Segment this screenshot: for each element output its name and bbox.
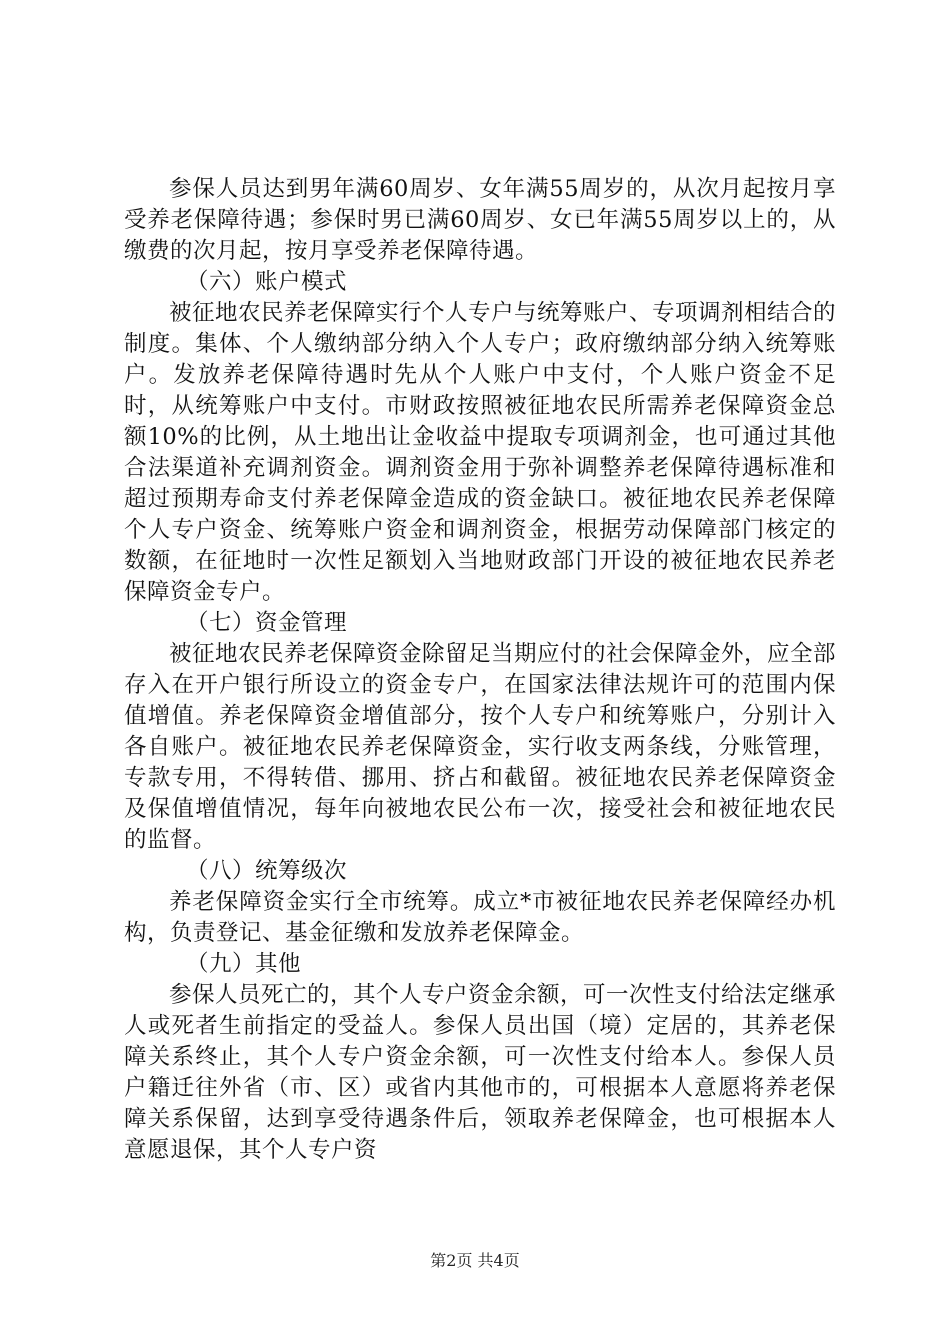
section-heading-other: （九）其他 (186, 951, 302, 977)
paragraph-pooling-level: 养老保障资金实行全市统筹。成立*市被征地农民养老保障经办机构，负责登记、基金征缴和发放养老保障金。 (124, 889, 836, 946)
paragraph-eligibility: 参保人员达到男年满60周岁、女年满55周岁的，从次月起按月享受养老保障待遇；参保时男已满60周岁、女已年满55周岁以上的，从缴费的次月起，按月享受养老保障待遇。 (124, 176, 836, 264)
paragraph-fund-management: 被征地农民养老保障资金除留足当期应付的社会保障金外，应全部存入在开户银行所设立的资金专户，在国家法律法规许可的范围内保值增值。养老保障资金增值部分，按个人专户和统筹账户，分别计入各自账户。被征地农民养老保障资金，实行收支两条线，分账管理，专款专用，不得转借、挪用、挤占和截留。被征地农民养老保障资金及保值增值情况，每年向被地农民公布一次，接受社会和被征地农民的监督。 (124, 641, 837, 853)
paragraph-other: 参保人员死亡的，其个人专户资金余额，可一次性支付给法定继承人或死者生前指定的受益人。参保人员出国（境）定居的，其养老保障关系终止，其个人专户资金余额，可一次性支付给本人。参保人员户籍迁往外省（市、区）或省内其他市的，可根据本人意愿将养老保障关系保留，达到享受待遇条件后，领取养老保障金，也可根据本人意愿退保，其个人专户资 (124, 982, 837, 1163)
section-heading-pooling-level: （八）统筹级次 (186, 858, 348, 884)
document-body (124, 174, 836, 1166)
page-number-label: 第2页 共4页 (430, 1251, 520, 1270)
paragraph-account-mode: 被征地农民养老保障实行个人专户与统筹账户、专项调剂相结合的制度。集体、个人缴纳部分纳入个人专户；政府缴纳部分纳入统筹账户。发放养老保障待遇时先从个人账户中支付，个人账户资金不足时，从统筹账户中支付。市财政按照被征地农民所需养老保障资金总额10%的比例，从土地出让金收益中提取专项调剂金，也可通过其他合法渠道补充调剂资金。调剂资金用于弥补调整养老保障待遇标准和超过预期寿命支付养老保障金造成的资金缺口。被征地农民养老保障个人专户资金、统筹账户资金和调剂资金，根据劳动保障部门核定的数额，在征地时一次性足额划入当地财政部门开设的被征地农民养老保障资金专户。 (124, 300, 837, 605)
section-heading-account-mode: （六）账户模式 (186, 269, 348, 295)
page-footer (0, 1248, 950, 1271)
section-heading-fund-management: （七）资金管理 (186, 610, 348, 636)
